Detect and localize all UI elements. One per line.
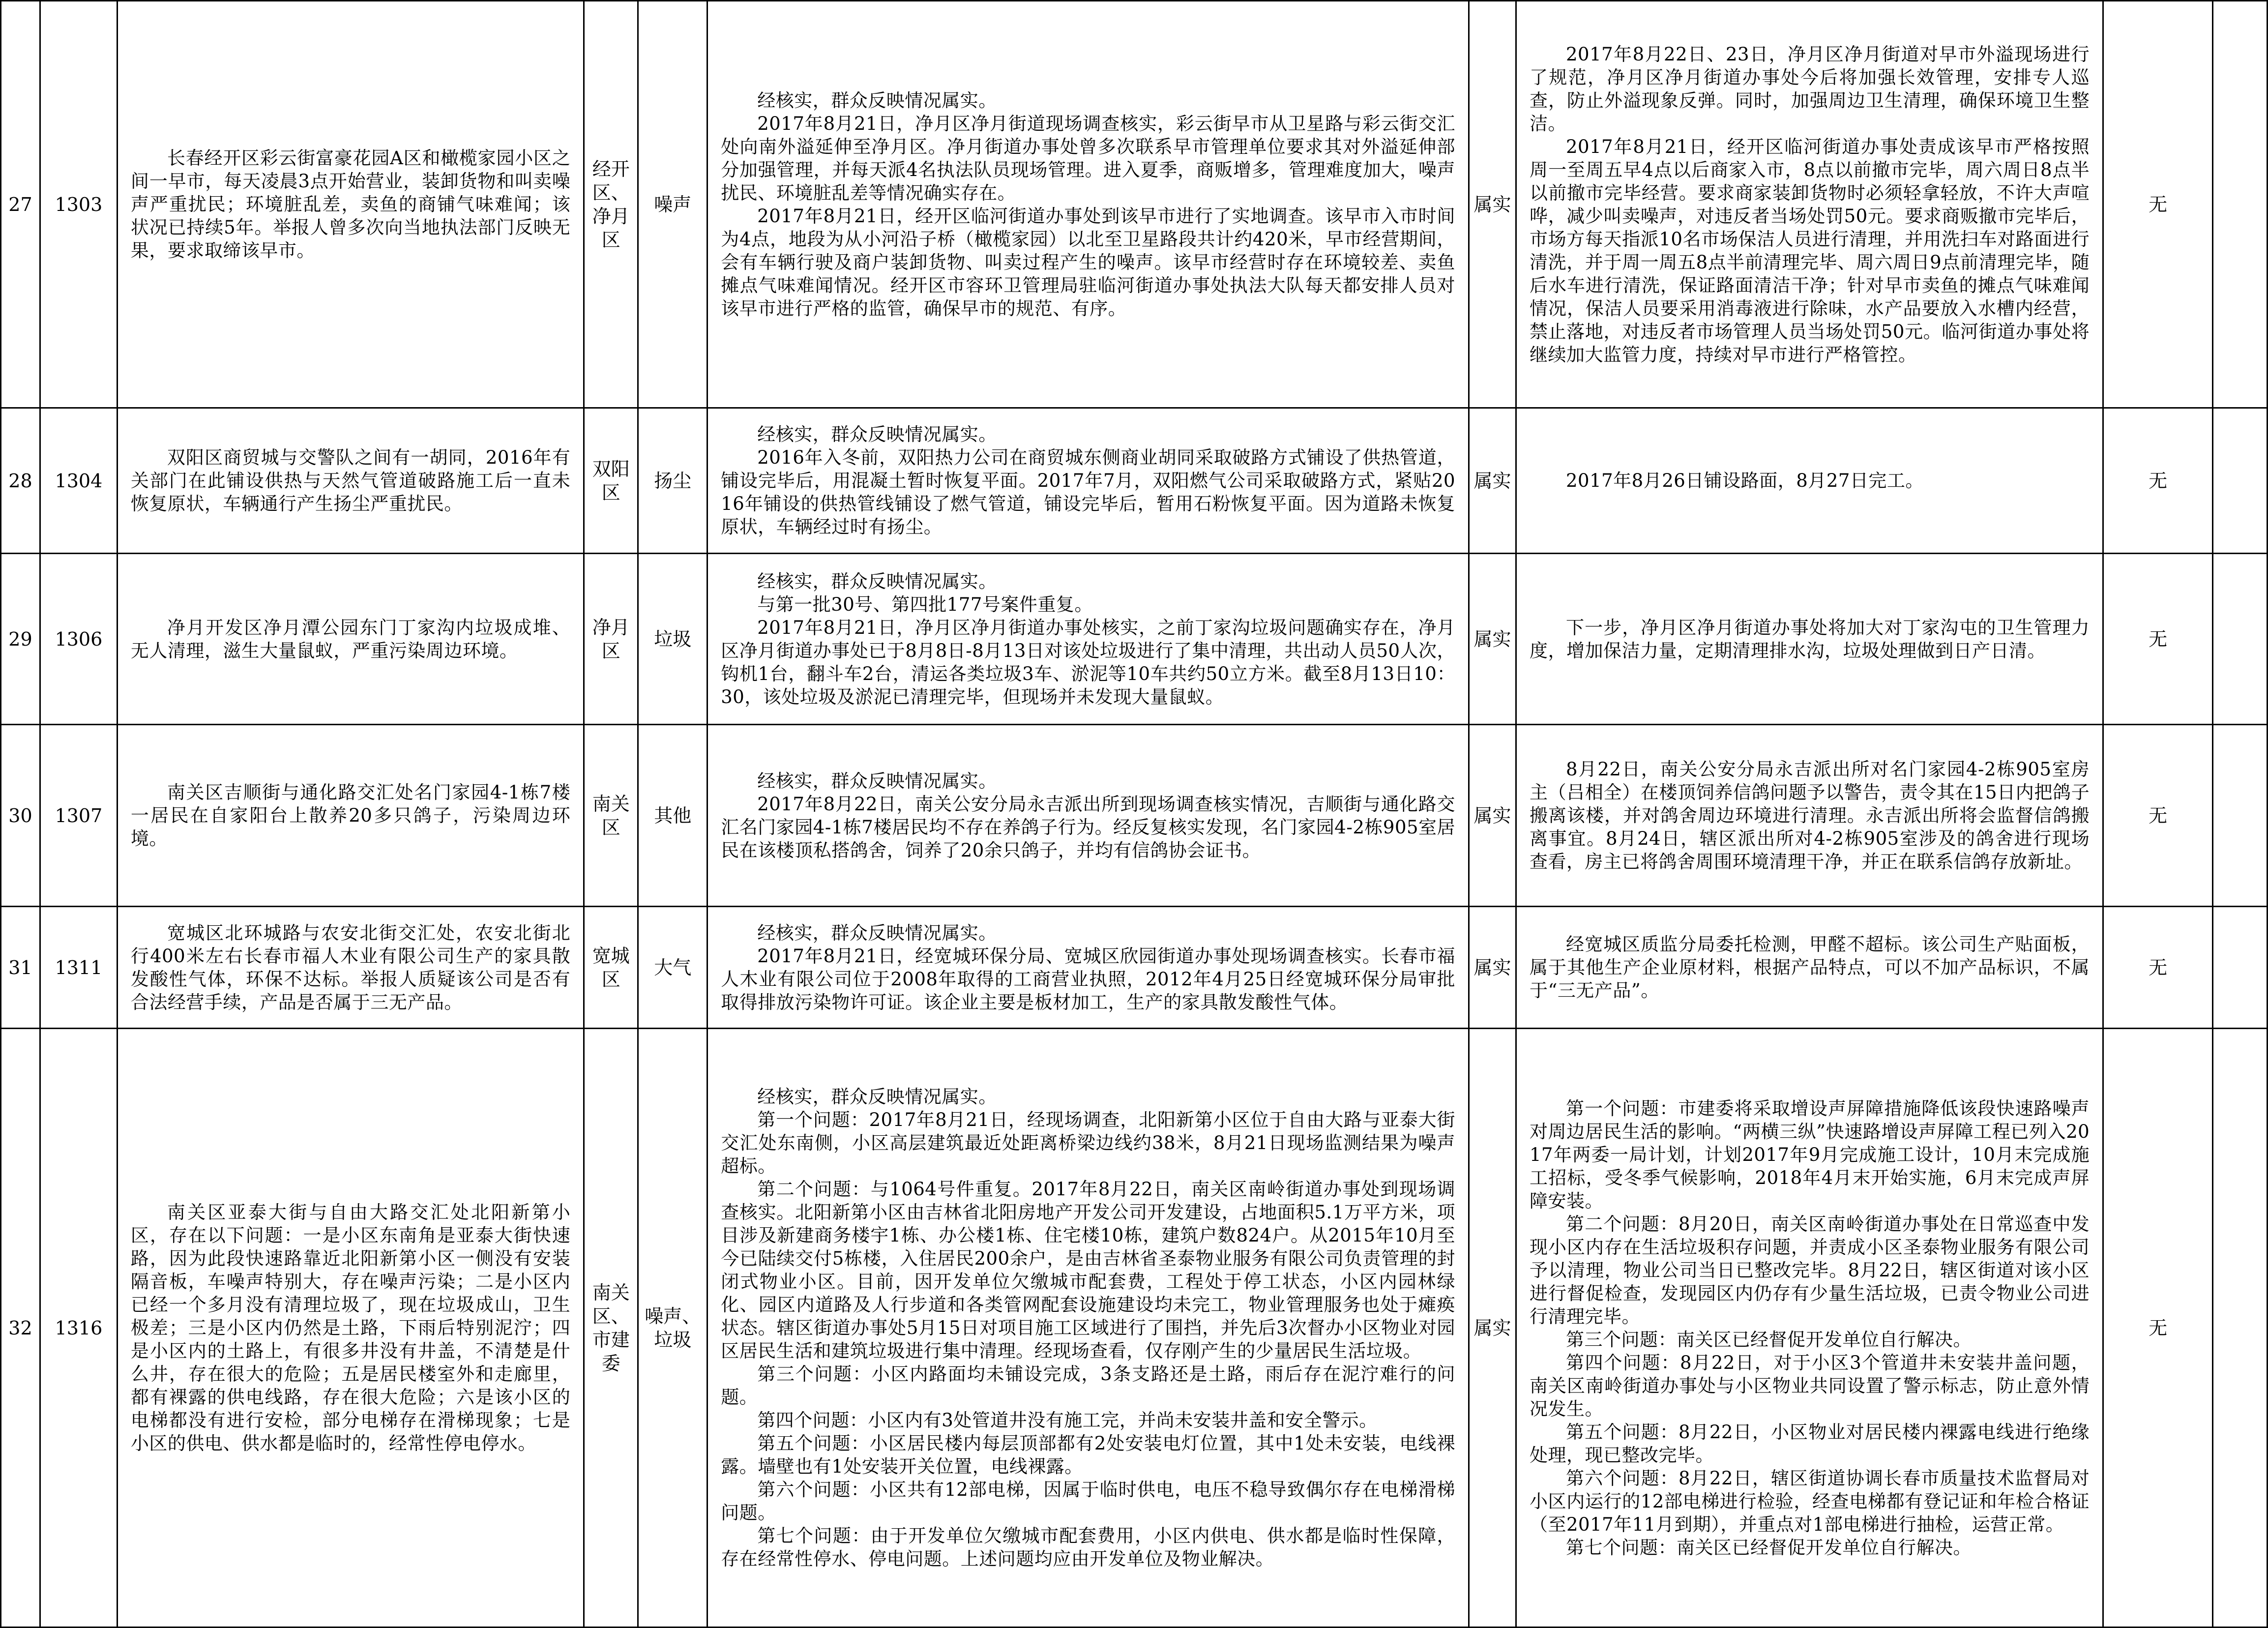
complaint-cell-paragraph: 南关区吉顺街与通化路交汇处名门家园4-1栋7楼一居民在自家阳台上散养20多只鸽子，污染周边环境。 bbox=[130, 782, 571, 849]
remark-cell bbox=[2213, 907, 2268, 1029]
investigation-cell bbox=[707, 1029, 1469, 1628]
case-number-cell: 1307 bbox=[40, 725, 117, 907]
rectification-cell-paragraph: 第三个问题：南关区已经督促开发单位自行解决。 bbox=[1566, 1329, 1972, 1350]
investigation-cell-paragraph: 第二个问题：与1064号件重复。2017年8月22日，南关区南岭街道办事处到现场调查核实。北阳新第小区由吉林省北阳房地产开发公司开发建设，占地面积5.1万平方米，项目涉及新建商务楼宇1栋、办公楼1栋、住宅楼10栋，建筑户数824户。从2015年10月至今已陆续交付5栋楼，入住居民200余户，是由吉林省圣泰物业服务有限公司负责管理的封闭式物业小区。目前，因开发单位欠缴城市配套费，工程处于停工状态，小区内园林绿化、园区内道路及人行步道和各类管网配套设施建设均未完工，物业管理服务也处于瘫痪状态。辖区街道办事处5月15日对项目施工区域进行了围挡，并先后3次督办小区物业对园区居民生活和建筑垃圾进行集中清理。经现场查看，仅存刚产生的少量居民生活垃圾。 bbox=[721, 1179, 1456, 1362]
investigation-cell-paragraph: 2017年8月21日，净月区净月街道现场调查核实，彩云街早市从卫星路与彩云街交汇处向南外溢延伸至净月区。净月街道办事处曾多次联系早市管理单位要求其对外溢延伸部分加强管理，并每天派4名执法队员现场管理。进入夏季，商贩增多，管理难度加大，噪声扰民、环境脏乱差等情况确实存在。 bbox=[721, 113, 1456, 204]
investigation-cell-paragraph: 经核实，群众反映情况属实。 bbox=[757, 922, 997, 944]
investigation-cell-paragraph: 经核实，群众反映情况属实。 bbox=[757, 1086, 997, 1107]
district-cell: 南关区 bbox=[584, 725, 638, 907]
investigation-cell bbox=[707, 1, 1469, 408]
investigation-cell bbox=[707, 554, 1469, 725]
category-cell: 噪声 bbox=[638, 1, 707, 408]
table-body bbox=[1, 1, 2268, 1628]
accountability-cell: 无 bbox=[2103, 1029, 2213, 1628]
investigation-cell-paragraph: 经核实，群众反映情况属实。 bbox=[757, 770, 997, 792]
accountability-cell: 无 bbox=[2103, 1, 2213, 408]
remark-cell bbox=[2213, 408, 2268, 554]
complaint-cell bbox=[117, 554, 584, 725]
rectification-cell bbox=[1516, 907, 2103, 1029]
table-row bbox=[1, 1, 2268, 408]
seq-cell: 31 bbox=[1, 907, 40, 1029]
rectification-cell-paragraph: 8月22日，南关公安分局永吉派出所对名门家园4-2栋905室房主（吕相全）在楼顶饲养信鸽问题予以警告，责令其在15日内把鸽子搬离该楼，并对鸽舍周边环境进行清理。永吉派出所将会监督信鸽搬离事宜。8月24日，辖区派出所对4-2栋905室涉及的鸽舍进行现场查看，房主已将鸽舍周围环境清理干净，并正在联系信鸽存放新址。 bbox=[1530, 759, 2090, 872]
rectification-cell-paragraph: 2017年8月22日、23日，净月区净月街道对早市外溢现场进行了规范，净月区净月街道办事处今后将加强长效管理，安排专人巡查，防止外溢现象反弹。同时，加强周边卫生清理，确保环境卫生整洁。 bbox=[1530, 43, 2090, 134]
case-number-cell: 1316 bbox=[40, 1029, 117, 1628]
accountability-cell: 无 bbox=[2103, 554, 2213, 725]
rectification-cell bbox=[1516, 1029, 2103, 1628]
seq-cell: 28 bbox=[1, 408, 40, 554]
seq-cell: 29 bbox=[1, 554, 40, 725]
district-cell: 经开区、净月区 bbox=[584, 1, 638, 408]
rectification-cell bbox=[1516, 408, 2103, 554]
category-cell: 大气 bbox=[638, 907, 707, 1029]
case-number-cell: 1306 bbox=[40, 554, 117, 725]
rectification-cell-paragraph: 第四个问题：8月22日，对于小区3个管道井未安装井盖问题，南关区南岭街道办事处与小区物业共同设置了警示标志，防止意外情况发生。 bbox=[1530, 1352, 2090, 1420]
case-number-cell: 1304 bbox=[40, 408, 117, 554]
investigation-cell-paragraph: 2017年8月22日，南关公安分局永吉派出所到现场调查核实情况，吉顺街与通化路交汇名门家园4-1栋7楼居民均不存在养鸽子行为。经反复核实发现，名门家园4-2栋905室居民在该楼顶私搭鸽舍，饲养了20余只鸽子，并均有信鸽协会证书。 bbox=[721, 793, 1456, 861]
rectification-cell-paragraph: 经宽城区质监分局委托检测，甲醛不超标。该公司生产贴面板，属于其他生产企业原材料，根据产品特点，可以不加产品标识，不属于“三无产品”。 bbox=[1530, 934, 2090, 1001]
investigation-cell-paragraph: 第五个问题：小区居民楼内每层顶部都有2处安装电灯位置，其中1处未安装，电线裸露。墙壁也有1处安装开关位置，电线裸露。 bbox=[721, 1433, 1456, 1477]
district-cell: 南关区、市建委 bbox=[584, 1029, 638, 1628]
category-cell: 垃圾 bbox=[638, 554, 707, 725]
rectification-cell-paragraph: 第二个问题：8月20日，南关区南岭街道办事处在日常巡查中发现小区内存在生活垃圾积存问题，并责成小区圣泰物业服务有限公司予以清理，物业公司当日已整改完毕。8月22日，辖区街道对该小区进行督促检查，发现园区内仍存有少量生活垃圾，已责令物业公司进行清理完毕。 bbox=[1530, 1213, 2090, 1327]
investigation-cell-paragraph: 第四个问题：小区内有3处管道井没有施工完，并尚未安装井盖和安全警示。 bbox=[757, 1410, 1378, 1431]
remark-cell bbox=[2213, 725, 2268, 907]
complaint-cell-paragraph: 南关区亚泰大街与自由大路交汇处北阳新第小区，存在以下问题：一是小区东南角是亚泰大街快速路，因为此段快速路靠近北阳新第小区一侧没有安装隔音板，车噪声特别大，存在噪声污染；二是小区内已经一个多月没有清理垃圾了，现在垃圾成山，卫生极差；三是小区内仍然是土路，下雨后特别泥泞；四是小区内的土路上，有很多井没有井盖，不清楚是什么井，存在很大的危险；五是居民楼室外和走廊里，都有裸露的供电线路，存在很大危险；六是该小区的电梯都没有进行安检，部分电梯存在滑梯现象；七是小区的供电、供水都是临时的，经常性停电停水。 bbox=[130, 1202, 571, 1454]
investigation-cell-paragraph: 第一个问题：2017年8月21日，经现场调查，北阳新第小区位于自由大路与亚泰大街交汇处东南侧，小区高层建筑最近处距离桥梁边线约38米，8月21日现场监测结果为噪声超标。 bbox=[721, 1109, 1456, 1177]
complaint-cell bbox=[117, 1, 584, 408]
investigation-cell-paragraph: 第三个问题：小区内路面均未铺设完成，3条支路还是土路，雨后存在泥泞难行的问题。 bbox=[721, 1363, 1456, 1408]
rectification-cell bbox=[1516, 554, 2103, 725]
complaint-cell bbox=[117, 907, 584, 1029]
table-row bbox=[1, 907, 2268, 1029]
complaint-cell bbox=[117, 408, 584, 554]
investigation-cell-paragraph: 经核实，群众反映情况属实。 bbox=[757, 89, 997, 111]
remark-cell bbox=[2213, 554, 2268, 725]
case-number-cell: 1311 bbox=[40, 907, 117, 1029]
rectification-cell-paragraph: 2017年8月21日，经开区临河街道办事处责成该早市严格按照周一至周五早4点以后商家入市，8点以前撤市完毕，周六周日8点半以前撤市完毕经营。要求商家装卸货物时必须轻拿轻放，不许大声喧哗，减少叫卖噪声，对违反者当场处罚50元。要求商贩撤市完毕后，市场方每天指派10名市场保洁人员进行清理，并用洗扫车对路面进行清洗，并于周一周五8点半前清理完毕、周六周日9点前清理完毕，随后水车进行清洗，保证路面清洁干净；针对早市卖鱼的摊点气味难闻情况，保洁人员要采用消毒液进行除味，水产品要放入水槽内经营，禁止落地，对违反者市场管理人员当场处罚50元。临河街道办事处将继续加大监管力度，持续对早市进行严格管控。 bbox=[1530, 136, 2090, 365]
verdict-cell: 属实 bbox=[1469, 725, 1516, 907]
investigation-cell-paragraph: 2017年8月21日，经开区临河街道办事处到该早市进行了实地调查。该早市入市时间为4点，地段为从小河沿子桥（橄榄家园）以北至卫星路段共计约420米，早市经营期间，会有车辆行驶及商户装卸货物、叫卖过程产生的噪声。该早市经营时存在环境较差、卖鱼摊点气味难闻情况。经开区市容环卫管理局驻临河街道办事处执法大队每天都安排人员对该早市进行严格的监管，确保早市的规范、有序。 bbox=[721, 205, 1456, 319]
investigation-cell bbox=[707, 725, 1469, 907]
rectification-cell-paragraph: 第七个问题：南关区已经督促开发单位自行解决。 bbox=[1566, 1537, 1972, 1558]
district-cell: 净月区 bbox=[584, 554, 638, 725]
accountability-cell: 无 bbox=[2103, 907, 2213, 1029]
category-cell: 其他 bbox=[638, 725, 707, 907]
rectification-cell-paragraph: 第一个问题：市建委将采取增设声屏障措施降低该段快速路噪声对周边居民生活的影响。“两横三纵”快速路增设声屏障工程已列入2017年两委一局计划，计划2017年9月完成施工设计，10月末完成施工招标，受冬季气候影响，2018年4月末开始实施，6月末完成声屏障安装。 bbox=[1530, 1097, 2090, 1212]
investigation-cell bbox=[707, 408, 1469, 554]
verdict-cell: 属实 bbox=[1469, 554, 1516, 725]
case-number-cell: 1303 bbox=[40, 1, 117, 408]
rectification-cell bbox=[1516, 725, 2103, 907]
investigation-cell-paragraph: 2017年8月21日，净月区净月街道办事处核实，之前丁家沟垃圾问题确实存在，净月区净月街道办事处已于8月8日-8月13日对该处垃圾进行了集中清理，共出动人员50人次，钩机1台，翻斗车2台，清运各类垃圾3车、淤泥等10车共约50立方米。截至8月13日10：30，该处垃圾及淤泥已清理完毕，但现场并未发现大量鼠蚁。 bbox=[721, 617, 1456, 708]
investigation-cell-paragraph: 经核实，群众反映情况属实。 bbox=[757, 424, 997, 445]
rectification-cell-paragraph: 第六个问题：8月22日，辖区街道协调长春市质量技术监督局对小区内运行的12部电梯进行检验，经查电梯都有登记证和年检合格证（至2017年11月到期），并重点对1部电梯进行抽检，运营正常。 bbox=[1530, 1467, 2090, 1535]
investigation-cell-paragraph: 第六个问题：小区共有12部电梯，因属于临时供电，电压不稳导致偶尔存在电梯滑梯问题。 bbox=[721, 1479, 1456, 1523]
rectification-cell bbox=[1516, 1, 2103, 408]
rectification-cell-paragraph: 第五个问题：8月22日，小区物业对居民楼内裸露电线进行绝缘处理，现已整改完毕。 bbox=[1530, 1421, 2090, 1466]
investigation-cell-paragraph: 2017年8月21日，经宽城环保分局、宽城区欣园街道办事处现场调查核实。长春市福人木业有限公司位于2008年取得的工商营业执照，2012年4月25日经宽城环保分局审批取得排放污染物许可证。该企业主要是板材加工，生产的家具散发酸性气体。 bbox=[721, 945, 1456, 1013]
district-cell: 宽城区 bbox=[584, 907, 638, 1029]
verdict-cell: 属实 bbox=[1469, 1, 1516, 408]
accountability-cell: 无 bbox=[2103, 408, 2213, 554]
rectification-cell-paragraph: 2017年8月26日铺设路面，8月27日完工。 bbox=[1566, 470, 1924, 491]
investigation-cell-paragraph: 与第一批30号、第四批177号案件重复。 bbox=[757, 593, 1093, 615]
seq-cell: 27 bbox=[1, 1, 40, 408]
category-cell: 噪声、垃圾 bbox=[638, 1029, 707, 1628]
complaint-cell-paragraph: 双阳区商贸城与交警队之间有一胡同，2016年有关部门在此铺设供热与天然气管道破路施工后一直未恢复原状，车辆通行产生扬尘严重扰民。 bbox=[130, 447, 571, 514]
table-row bbox=[1, 1029, 2268, 1628]
investigation-cell-paragraph: 第七个问题：由于开发单位欠缴城市配套费用，小区内供电、供水都是临时性保障，存在经常性停水、停电问题。上述问题均应由开发单位及物业解决。 bbox=[721, 1525, 1456, 1569]
table-row bbox=[1, 408, 2268, 554]
table-row bbox=[1, 554, 2268, 725]
category-cell: 扬尘 bbox=[638, 408, 707, 554]
investigation-cell-paragraph: 经核实，群众反映情况属实。 bbox=[757, 570, 997, 592]
verdict-cell: 属实 bbox=[1469, 408, 1516, 554]
complaint-cell bbox=[117, 1029, 584, 1628]
complaint-cell-paragraph: 宽城区北环城路与农安北街交汇处，农安北街北行400米左右长春市福人木业有限公司生产的家具散发酸性气体，环保不达标。举报人质疑该公司是否有合法经营手续，产品是否属于三无产品。 bbox=[130, 922, 571, 1013]
investigation-cell-paragraph: 2016年入冬前，双阳热力公司在商贸城东侧商业胡同采取破路方式铺设了供热管道，铺设完毕后，用混凝土暂时恢复平面。2017年7月，双阳燃气公司采取破路方式，紧贴2016年铺设的供热管线铺设了燃气管道，铺设完毕后，暂用石粉恢复平面。因为道路未恢复原状，车辆经过时有扬尘。 bbox=[721, 447, 1456, 537]
complaint-cell-paragraph: 净月开发区净月潭公园东门丁家沟内垃圾成堆、无人清理，滋生大量鼠蚁，严重污染周边环境。 bbox=[130, 617, 571, 661]
investigation-cell bbox=[707, 907, 1469, 1029]
rectification-cell-paragraph: 下一步，净月区净月街道办事处将加大对丁家沟屯的卫生管理力度，增加保洁力量，定期清理排水沟，垃圾处理做到日产日清。 bbox=[1530, 617, 2090, 661]
district-cell: 双阳区 bbox=[584, 408, 638, 554]
remark-cell bbox=[2213, 1029, 2268, 1628]
verdict-cell: 属实 bbox=[1469, 1029, 1516, 1628]
seq-cell: 32 bbox=[1, 1029, 40, 1628]
complaint-cell-paragraph: 长春经开区彩云街富豪花园A区和橄榄家园小区之间一早市，每天凌晨3点开始营业，装卸货物和叫卖噪声严重扰民；环境脏乱差，卖鱼的商铺气味难闻；该状况已持续5年。举报人曾多次向当地执法部门反映无果，要求取缔该早市。 bbox=[130, 148, 571, 261]
seq-cell: 30 bbox=[1, 725, 40, 907]
remark-cell bbox=[2213, 1, 2268, 408]
table-row bbox=[1, 725, 2268, 907]
verdict-cell: 属实 bbox=[1469, 907, 1516, 1029]
accountability-cell: 无 bbox=[2103, 725, 2213, 907]
complaint-cell bbox=[117, 725, 584, 907]
